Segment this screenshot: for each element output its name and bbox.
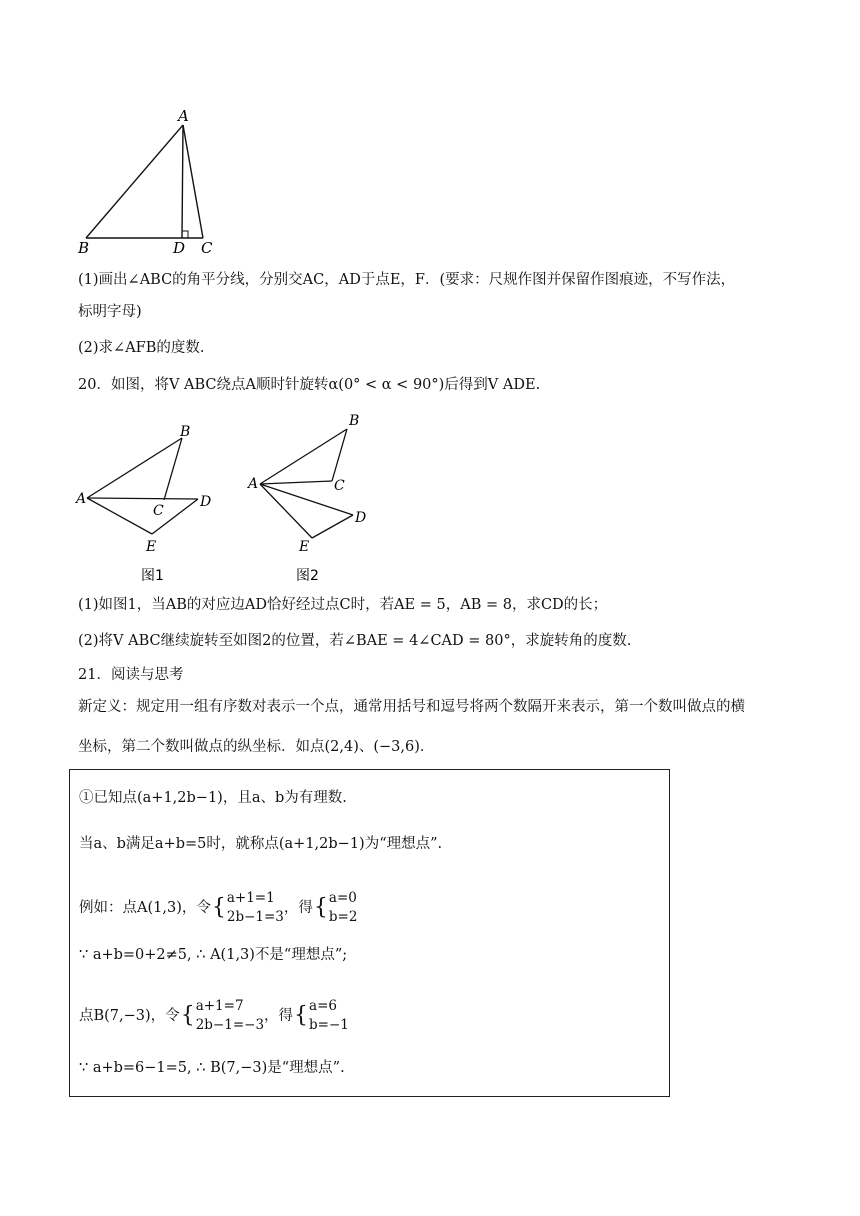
fig2-label-c: C	[334, 478, 345, 494]
box-line-6: ∵ a+b=6−1=5, ∴ B(7,−3)是“理想点”.	[79, 1060, 345, 1076]
fig2-label-e: E	[299, 539, 310, 555]
fig1-label-c: C	[153, 503, 164, 519]
label-d: D	[173, 239, 186, 257]
label-b: B	[78, 239, 90, 257]
q19-part1-line1: (1)画出∠ABC的角平分线，分别交AC，AD于点E，F．(要求：尺规作图并保留作图痕迹，不写作法，	[78, 272, 736, 288]
ideal-point-example-box	[69, 769, 670, 1097]
fig1-label-a: A	[76, 491, 87, 507]
box-line-3: 例如：点A(1,3)，令{ a+1=1 2b−1=3 ，得{ a=0 b=2	[79, 890, 358, 925]
figure-1-rotation	[72, 420, 222, 590]
figure-2-rotation	[242, 406, 382, 590]
q21-definition-line1: 新定义：规定用一组有序数对表示一个点，通常用括号和逗号将两个数隔开来表示，第一个数叫做点的横	[78, 699, 745, 715]
fig1-label-d: D	[200, 494, 212, 510]
example-b-mid: ，得	[264, 1008, 294, 1024]
solution-1-b: a=6 b=−1	[309, 998, 349, 1033]
label-a: A	[178, 107, 189, 125]
box-line-1: ①已知点(a+1,2b−1)，且a、b为有理数.	[79, 790, 347, 806]
q20-part2: (2)将V ABC继续旋转至如图2的位置，若∠BAE = 4∠CAD = 80°，求旋转角的度数.	[78, 633, 632, 649]
solution-1-a: a=0 b=2	[328, 890, 358, 925]
fig2-label-d: D	[355, 510, 367, 526]
example-a-prefix: 例如：点A(1,3)，令	[79, 900, 211, 916]
q19-part1-line2: 标明字母)	[78, 304, 142, 320]
box-line-4: ∵ a+b=0+2≠5, ∴ A(1,3)不是“理想点”;	[79, 947, 348, 963]
system-1-b: a+1=7 2b−1=−3	[195, 998, 265, 1033]
box-line-2: 当a、b满足a+b=5时，就称点(a+1,2b−1)为“理想点”.	[79, 836, 443, 852]
q20-part1: (1)如图1，当AB的对应边AD恰好经过点C时，若AE = 5，AB = 8，求CD的长；	[78, 597, 608, 613]
triangle-abd-figure	[70, 105, 230, 257]
system-1-a: a+1=1 2b−1=3	[226, 890, 284, 925]
q19-part2: (2)求∠AFB的度数.	[78, 340, 205, 356]
label-c: C	[201, 239, 213, 257]
fig2-caption: 图2	[296, 568, 319, 584]
fig1-label-e: E	[146, 539, 157, 555]
box-line-5: 点B(7,−3)，令{ a+1=7 2b−1=−3 ，得{ a=6 b=−1	[79, 998, 349, 1033]
q20-stem: 20．如图，将V ABC绕点A顺时针旋转α(0° < α < 90°)后得到V ADE.	[78, 377, 541, 393]
q21-definition-line2: 坐标，第二个数叫做点的纵坐标．如点(2,4)、(−3,6)．	[78, 739, 435, 755]
fig2-label-a: A	[248, 476, 259, 492]
fig1-caption: 图1	[141, 568, 164, 584]
fig2-label-b: B	[349, 413, 360, 429]
example-a-mid: ，得	[283, 900, 313, 916]
fig1-label-b: B	[180, 424, 191, 440]
example-b-prefix: 点B(7,−3)，令	[79, 1008, 180, 1024]
q21-title: 21．阅读与思考	[78, 667, 184, 683]
